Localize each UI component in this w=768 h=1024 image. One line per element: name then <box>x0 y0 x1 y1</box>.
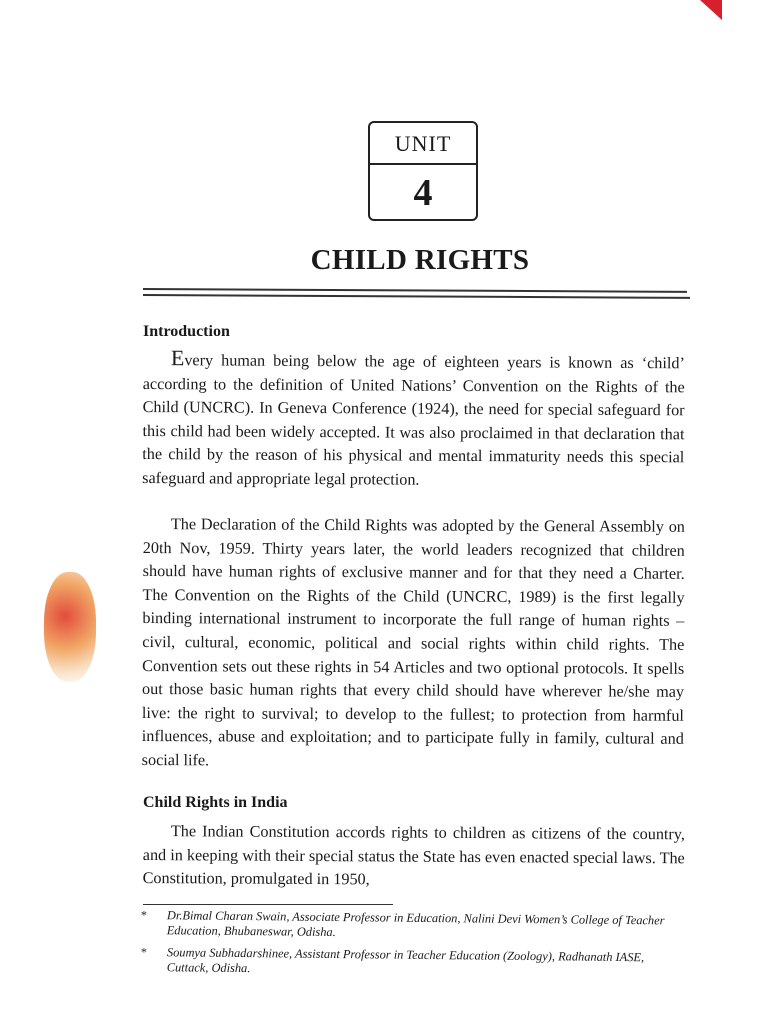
paragraph-child-rights-india-1: The Indian Constitution accords rights to children as citizens of the country, and in keeping with their special status the State has even enacted special laws. The Constitution, promulgated in 1950, <box>142 822 685 889</box>
paragraph-introduction-2: The Declaration of the Child Rights was adopted by the General Assembly on 20th Nov, 1959. Thirty years later, the world leaders recognized that children should have human rights of exclusive manner and for that they need a Charter. The Convention on the Rights of the Child (UNCRC, 1989) is the first legally binding international instrument to incorporate the full range of human rights – civil, cultural, economic, political and social rights within child rights. The Convention sets out these rights in 54 Articles and two optional protocols. It spells out those basic human rights that every child should have wherever he/she may live: the right to survival; to develop to the fullest; to protection from harmful influences, abuse and exploitation; and to participate fully in family, cultural and social life. <box>141 515 685 770</box>
footnote-1 <box>140 907 678 944</box>
footnote-text: Soumya Subhadarshinee, Assistant Professor in Teacher Education (Zoology), Radhanath IASE, Cuttack, Odisha. <box>166 945 645 976</box>
unit-number: 4 <box>413 172 433 214</box>
unit-box <box>368 121 478 221</box>
section-heading-introduction: Introduction <box>143 323 230 340</box>
title-rule-bottom <box>143 294 690 299</box>
paragraph-introduction-1: Every human being below the age of eighteen years is known as ‘child’ according to the definition of United Nations’ Convention on the Rights of the Child (UNCRC). In Geneva Conference (1924), the need for special safeguard for this child had been widely accepted. It was also proclaimed in that declaration that the child by the reason of his physical and mental immaturity needs this special safeguard and appropriate legal protection. <box>142 345 685 489</box>
footnote-marker: * <box>140 907 147 923</box>
section-heading-child-rights-india: Child Rights in India <box>143 794 288 811</box>
footnote-text: Dr.Bimal Charan Swain, Associate Professor in Education, Nalini Devi Women’s College of Teacher Education, Bhubaneswar, Odisha. <box>166 908 665 940</box>
color-stain <box>44 572 96 682</box>
unit-label: UNIT <box>394 131 452 156</box>
chapter-title: CHILD RIGHTS <box>310 244 530 276</box>
title-rule-top <box>143 288 687 293</box>
footnote-rule <box>143 904 393 905</box>
red-corner-mark <box>700 0 722 20</box>
footnote-2 <box>140 944 678 981</box>
unit-box-divider <box>370 163 476 165</box>
footnote-marker: * <box>140 944 147 960</box>
